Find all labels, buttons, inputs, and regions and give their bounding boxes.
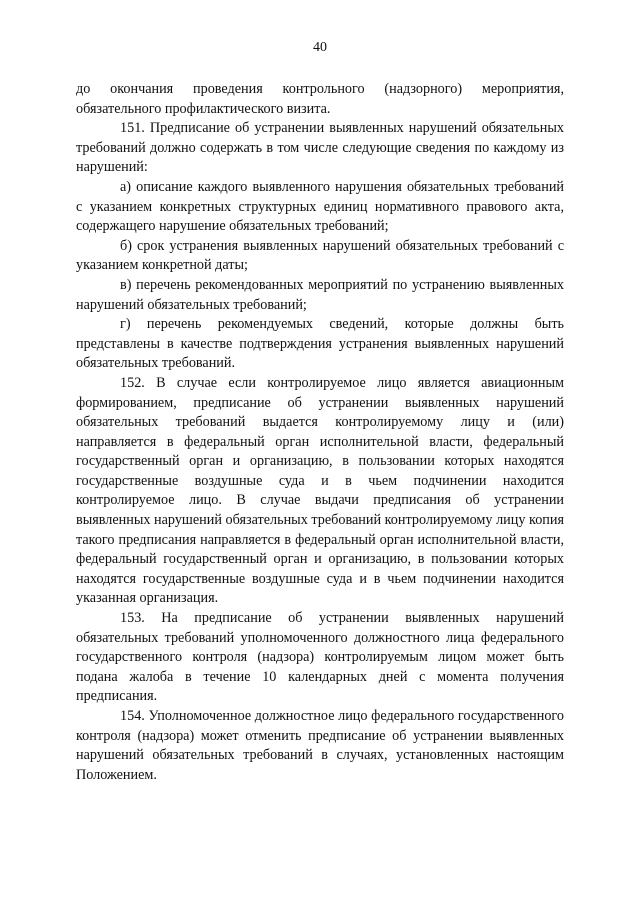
- paragraph-152: 152. В случае если контролируемое лицо является авиационным формированием, предписание об устранении выявленных нарушений обязательных требований выдается контролируемому лицу и (или) направляется в федеральный орган исполнительной власти, федеральный государственный орган и организацию, в пользовании которых находятся государственные воздушные суда и в чьем подчинении находится контролируемое лицо. В случае выдачи предписания об устранении выявленных нарушений обязательных требований контролируемому лицу копия такого предписания направляется в федеральный орган исполнительной власти, федеральный государственный орган и организацию, в пользовании которых находятся государственные воздушные суда и в чьем подчинении находится указанная организация.: [76, 374, 564, 607]
- document-body: [76, 80, 564, 785]
- paragraph-151-b: б) срок устранения выявленных нарушений обязательных требований с указанием конкретной даты;: [76, 237, 564, 274]
- paragraph-153: 153. На предписание об устранении выявленных нарушений обязательных требований уполномоченного должностного лица федерального государственного контроля (надзора) контролируемым лицом может быть подана жалоба в течение 10 календарных дней с момента получения предписания.: [76, 610, 564, 705]
- paragraph-151-v: в) перечень рекомендованных мероприятий по устранению выявленных нарушений обязательных требований;: [76, 276, 564, 313]
- paragraph-151-g: г) перечень рекомендуемых сведений, которые должны быть представлены в качестве подтверждения устранения выявленных нарушений обязательных требований.: [76, 316, 564, 372]
- page-number: 40: [313, 40, 327, 55]
- paragraph-151: 151. Предписание об устранении выявленных нарушений обязательных требований должно содержать в том числе следующие сведения по каждому из нарушений:: [76, 120, 564, 176]
- paragraph-154: 154. Уполномоченное должностное лицо федерального государственного контроля (надзора) может отменить предписание об устранении выявленных нарушений обязательных требований в случаях, установленных настоящим Положением.: [76, 708, 564, 783]
- paragraph-continuation: до окончания проведения контрольного (надзорного) мероприятия, обязательного профилактического визита.: [76, 81, 564, 117]
- paragraph-151-a: а) описание каждого выявленного нарушения обязательных требований с указанием конкретных структурных единиц нормативного правового акта, содержащего нарушение обязательных требований;: [76, 178, 564, 235]
